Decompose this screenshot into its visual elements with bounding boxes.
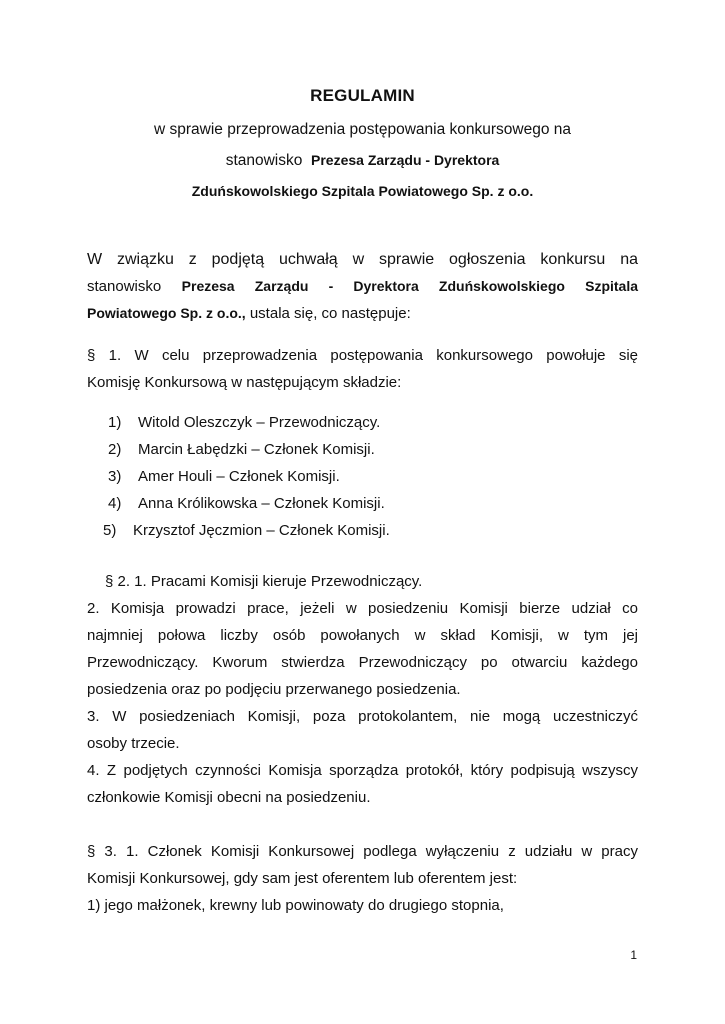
- list-item: [108, 463, 390, 490]
- section-2-line-4: Przewodniczący. Kworum stwierdza Przewodniczący po otwarciu każdego: [87, 654, 638, 671]
- list-item-text: Anna Królikowska – Członek Komisji.: [138, 495, 385, 512]
- section-2-line-3: najmniej połowa liczby osób powołanych w skład Komisji, w tym jej: [87, 627, 638, 644]
- section-1-line-2: Komisję Konkursową w następującym składzie:: [87, 374, 402, 391]
- subtitle-line-1: w sprawie przeprowadzenia postępowania konkursowego na: [153, 121, 572, 138]
- section-2-line-7: osoby trzecie.: [87, 735, 180, 752]
- page-number: 1: [630, 948, 637, 962]
- section-2-line-8: 4. Z podjętych czynności Komisja sporządza protokół, który podpisują wszyscy: [87, 762, 638, 779]
- intro-paragraph: [87, 246, 638, 327]
- list-item: [108, 490, 390, 517]
- list-item-number: 2): [108, 441, 122, 458]
- section-3-paragraph: [87, 838, 638, 919]
- list-item: [108, 436, 390, 463]
- list-item-text: Amer Houli – Członek Komisji.: [138, 468, 340, 485]
- intro-line-1: W związku z podjętą uchwałą w sprawie ogłoszenia konkursu na: [87, 251, 638, 268]
- subtitle-line-2: [0, 152, 725, 170]
- list-item-text: Witold Oleszczyk – Przewodniczący.: [138, 414, 381, 431]
- intro-line-3-plain: ustala się, co następuje:: [249, 305, 411, 322]
- committee-members-list: [103, 409, 390, 544]
- intro-line-2: [87, 273, 638, 300]
- section-2-line-6: 3. W posiedzeniach Komisji, poza protokolantem, nie mogą uczestniczyć: [87, 708, 638, 725]
- section-3-line-3: 1) jego małżonek, krewny lub powinowaty do drugiego stopnia,: [87, 897, 504, 914]
- intro-line-3-bold: Powiatowego Sp. z o.o.,: [87, 305, 246, 321]
- list-item-number: 3): [108, 468, 122, 485]
- subtitle-line-2-bold: Prezesa Zarządu - Dyrektora: [311, 152, 500, 168]
- list-item: [103, 517, 390, 544]
- section-2-line-5: posiedzenia oraz po podjęciu przerwanego posiedzenia.: [87, 681, 461, 698]
- list-item: [108, 409, 390, 436]
- section-2-line-9: członkowie Komisji obecni na posiedzeniu.: [87, 789, 371, 806]
- list-item-number: 5): [103, 522, 117, 539]
- list-item-text: Marcin Łabędzki – Członek Komisji.: [138, 441, 375, 458]
- intro-line-3: [87, 300, 638, 327]
- intro-line-2-plain: stanowisko: [87, 278, 162, 295]
- list-item-number: 1): [108, 414, 122, 431]
- section-2-line-2: 2. Komisja prowadzi prace, jeżeli w posiedzeniu Komisji bierze udział co: [87, 600, 638, 617]
- section-1-paragraph: [87, 342, 638, 396]
- section-3-line-1: § 3. 1. Członek Komisji Konkursowej podlega wyłączeniu z udziału w pracy: [87, 843, 638, 860]
- list-item-number: 4): [108, 495, 122, 512]
- section-2-paragraph: [87, 568, 638, 811]
- subtitle-line-2-plain: stanowisko: [225, 152, 303, 169]
- section-2-line-1: § 2. 1. Pracami Komisji kieruje Przewodniczący.: [105, 573, 423, 590]
- section-1-line-1: § 1. W celu przeprowadzenia postępowania konkursowego powołuje się: [87, 347, 638, 364]
- document-title: REGULAMIN: [310, 86, 415, 105]
- list-item-text: Krzysztof Jęczmion – Członek Komisji.: [133, 522, 390, 539]
- section-3-line-2: Komisji Konkursowej, gdy sam jest oferentem lub oferentem jest:: [87, 870, 518, 887]
- intro-line-2-bold: Prezesa Zarządu - Dyrektora Zduńskowolskiego Szpitala: [181, 278, 639, 294]
- subtitle-line-3: Zduńskowolskiego Szpitala Powiatowego Sp. z o.o.: [191, 183, 534, 199]
